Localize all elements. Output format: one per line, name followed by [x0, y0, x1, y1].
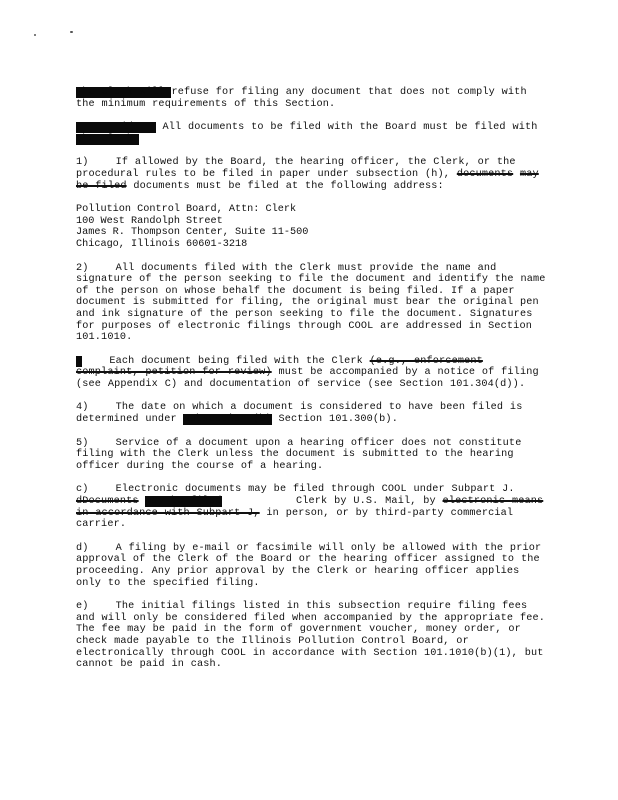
address-line: Pollution Control Board, Attn: Clerk — [76, 204, 297, 216]
item-c-text-a: Electronic documents may be filed through COOL under Subpart J. — [115, 484, 515, 496]
item-label: 5) — [76, 437, 89, 449]
item-e-text: The initial filings listed in this subsection require filing fees and will only be considered filed when accompanied by the appropriate fee. The fee may be paid in the form of government voucher, money order, or check made payable to the Illinois Pollution Control Board, or electronically through COOL in accordance with Section 101.1010(b)(1), but cannot be paid in cash. — [76, 601, 545, 671]
item-3-text-a: Each document being filed with the Clerk — [109, 355, 363, 367]
struck-text: electronic means in accordance with Subpart J, — [76, 496, 544, 519]
address-line: 100 West Randolph Street — [76, 215, 223, 227]
item-3-paragraph — [76, 356, 546, 391]
item-d-paragraph — [76, 543, 546, 589]
item-c-text-c: in person, or by third-party commercial carrier. — [76, 507, 514, 531]
item-4-text-a: The date on which a document is considered to have been filed is determined under — [76, 402, 523, 426]
item-2-paragraph — [76, 263, 546, 344]
item-1-text-a: If allowed by the Board, the hearing officer, the Clerk, or the procedural rules to be filed in paper under subsection (h), — [76, 157, 516, 180]
redacted-label: b) — [76, 122, 156, 133]
item-label: 2) — [76, 262, 89, 274]
item-e-paragraph — [76, 601, 546, 671]
redacted-text: the Clerk. — [76, 133, 140, 145]
item-c-paragraph — [76, 484, 546, 530]
redacted-text: may be filed — [145, 496, 222, 508]
address-line: James R. Thompson Center, Suite 11-500 — [76, 227, 309, 239]
struck-text: dDocuments — [76, 496, 139, 508]
item-label: 4) — [76, 402, 89, 414]
intro-text: refuse for filing any document that does not comply with the minimum requirements of this Section. — [76, 87, 527, 110]
address-line: Chicago, Illinois 60601-3218 — [76, 238, 248, 250]
redacted-label: 3 — [76, 355, 83, 367]
document-body — [76, 87, 546, 683]
item-b-text: All documents to be filed with the Board must be filed with — [162, 122, 538, 134]
item-b-paragraph — [76, 122, 546, 145]
redacted-text: The Clerk will — [76, 87, 172, 98]
item-c-text-b: Clerk by U.S. Mail, by — [295, 496, 436, 508]
redacted-text: subsection (b) — [183, 414, 272, 426]
struck-text: (e.g., enforcement complaint, petition for review) — [76, 355, 483, 379]
item-label: 1) — [76, 157, 89, 169]
item-1-text-b: documents must be filed at the following address: — [133, 180, 444, 192]
scan-speck — [70, 31, 73, 33]
item-label: e) — [76, 601, 89, 613]
item-4-paragraph — [76, 402, 546, 425]
struck-text: may be filed — [76, 168, 539, 192]
struck-text: documents — [456, 168, 514, 180]
scan-speck — [34, 34, 36, 36]
item-1-paragraph — [76, 157, 546, 192]
item-5-paragraph — [76, 438, 546, 473]
intro-paragraph — [76, 87, 546, 110]
item-d-text: A filing by e-mail or facsimile will only be allowed with the prior approval of the Clerk of the Board or the hearing officer assigned to the proceeding. Any prior approval by the Clerk or hearing officer applies only to the specified filing. — [76, 542, 542, 589]
item-4-text-b: Section 101.300(b). — [278, 414, 398, 426]
item-5-text: Service of a document upon a hearing officer does not constitute filing with the Clerk unless the document is submitted to the hearing officer during the course of a hearing. — [76, 437, 522, 472]
item-3-text-b: must be accompanied by a notice of filing (see Appendix C) and documentation of service (see Section 101.304(d)). — [76, 367, 539, 390]
item-label: d) — [76, 542, 89, 554]
item-2-text: All documents filed with the Clerk must provide the name and signature of the person seeking to file the document and identify the name of the person on whose behalf the document is being filed. If a paper document is submitted for filing, the original must bear the original pen and ink signature of the person seeking to file the document. Signatures for purposes of electronic filings through COOL are addressed in Section 101.1010. — [76, 262, 546, 344]
item-label: c) — [76, 484, 89, 496]
clerk-address — [76, 204, 546, 250]
